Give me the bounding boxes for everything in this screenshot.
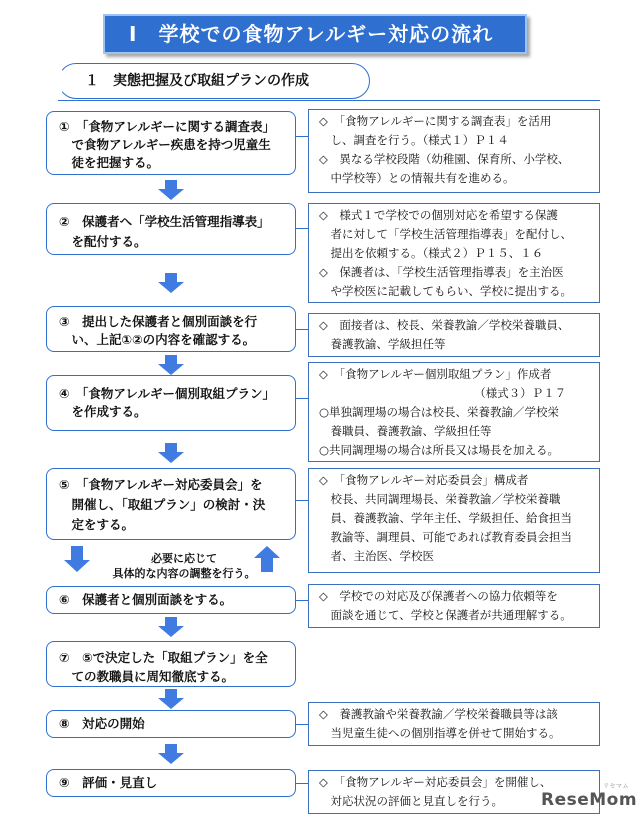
down-arrow-3-icon [156,355,186,375]
note-1-line-1: ◇ 「食物アレルギーに関する調査表」を活用 [319,114,552,128]
connector-6 [296,600,308,601]
note-6 [308,584,600,628]
note-5-line-2: 校長、共同調理場長、栄養教諭／学校栄養職 [319,492,561,506]
down-arrow-1-icon [156,180,186,200]
step-8-box: ⑧ 対応の開始 [46,710,296,738]
note-1-line-4: 中学校等）との情報共有を進める。 [319,171,515,185]
note-3-line-2: 養護教諭、学級担任等 [319,337,446,351]
section-divider [58,100,600,101]
step-7-box: ⑦ ⑤で決定した「取組プラン」を全 ての教職員に周知徹底する。 [46,641,296,687]
note-6-line-2: 面談を通じて、学校と保護者が共通理解する。 [319,608,572,622]
note-6-line-1: ◇ 学校での対応及び保護者への協力依頼等を [319,589,558,603]
note-5-line-3: 員、養護教諭、学年主任、学級担任、給食担当 [319,511,572,525]
note-3 [308,313,600,357]
step-1-box: ① 「食物アレルギーに関する調査表」 で食物アレルギー疾患を持つ児童生 徒を把握する。 [46,111,296,175]
note-2-line-1: ◇ 様式１で学校での個別対応を希望する保護 [319,208,558,222]
note-2-line-2: 者に対して「学校生活管理指導表」を配付し、 [319,227,572,241]
down-arrow-4-icon [156,443,186,463]
section-notch [57,62,69,100]
note-9-line-2: 対応状況の評価と見直しを行う。 [319,794,503,808]
note-1-line-3: ◇ 異なる学校段階（幼稚園、保育所、小学校、 [319,152,570,166]
note-2-line-3: 提出を依頼する。（様式２）Ｐ１５、１６ [319,246,544,260]
note-8-line-2: 当児童生徒への個別指導を併せて開始する。 [319,726,561,740]
down-arrow-7-icon [156,689,186,709]
down-arrow-5-icon [62,546,92,572]
note-4-line-4: 養職員、養護教諭、学級担任等 [319,424,492,438]
resemom-logo [541,783,638,810]
note-4-line-5: ○共同調理場の場合は所長又は場長を加える。 [319,443,560,457]
note-2-line-5: や学校医に記載してもらい、学校に提出する。 [319,284,572,298]
connector-1 [296,136,308,137]
connector-2 [296,228,308,229]
note-5-line-1: ◇ 「食物アレルギー対応委員会」構成者 [319,473,529,487]
note-1 [308,109,600,193]
logo-tag: リセマム [603,783,629,790]
down-arrow-2-icon [156,273,186,293]
step-6-box: ⑥ 保護者と個別面談をする。 [46,586,296,614]
connector-3 [296,329,308,330]
note-2 [308,203,600,303]
connector-8 [296,724,308,725]
note-4 [308,362,600,462]
down-arrow-6-icon [156,617,186,637]
adjustment-note: 必要に応じて 具体的な内容の調整を行う。 [112,552,256,580]
note-4-line-1: ◇ 「食物アレルギー個別取組プラン」作成者 [319,367,552,381]
step-9-box: ⑨ 評価・見直し [46,769,296,797]
note-3-line-1: ◇ 面接者は、校長、栄養教諭／学校栄養職員、 [319,318,570,332]
note-2-line-4: ◇ 保護者は、「学校生活管理指導表」を主治医 [319,265,564,279]
note-8 [308,702,600,746]
step-5-box: ⑤ 「食物アレルギー対応委員会」を 開催し、「取組プラン」の検討・決 定をする。 [46,468,296,540]
step-4-box: ④ 「食物アレルギー個別取組プラン」 を作成する。 [46,375,296,431]
connector-4 [296,398,308,399]
note-5-line-5: 者、主治医、学校医 [319,549,434,563]
step-2-box: ② 保護者へ「学校生活管理指導表」 を配付する。 [46,203,296,255]
note-8-line-1: ◇ 養護教諭や栄養教諭／学校栄養職員等は該 [319,707,558,721]
step-3-box: ③ 提出した保護者と個別面談を行 い、上記①②の内容を確認する。 [46,306,296,352]
page-title: Ⅰ 学校での食物アレルギー対応の流れ [103,14,527,54]
connector-5 [296,500,308,501]
note-1-line-2: し、調査を行う。（様式１）Ｐ１４ [319,133,509,147]
connector-9 [296,783,308,784]
down-arrow-8-icon [156,744,186,764]
note-5 [308,468,600,573]
note-5-line-4: 教諭等、調理員、可能であれば教育委員会担当 [319,530,572,544]
logo-text: ReseMom [541,790,638,810]
note-4-line-2: （様式３）Ｐ１７ [319,386,567,400]
note-4-line-3: ○単独調理場の場合は校長、栄養教諭／学校栄 [319,405,560,419]
note-9-line-1: ◇ 「食物アレルギー対応委員会」を開催し、 [319,775,552,789]
section-heading [58,63,370,99]
section-heading-label: １ 実態把握及び取組プランの作成 [85,73,309,89]
